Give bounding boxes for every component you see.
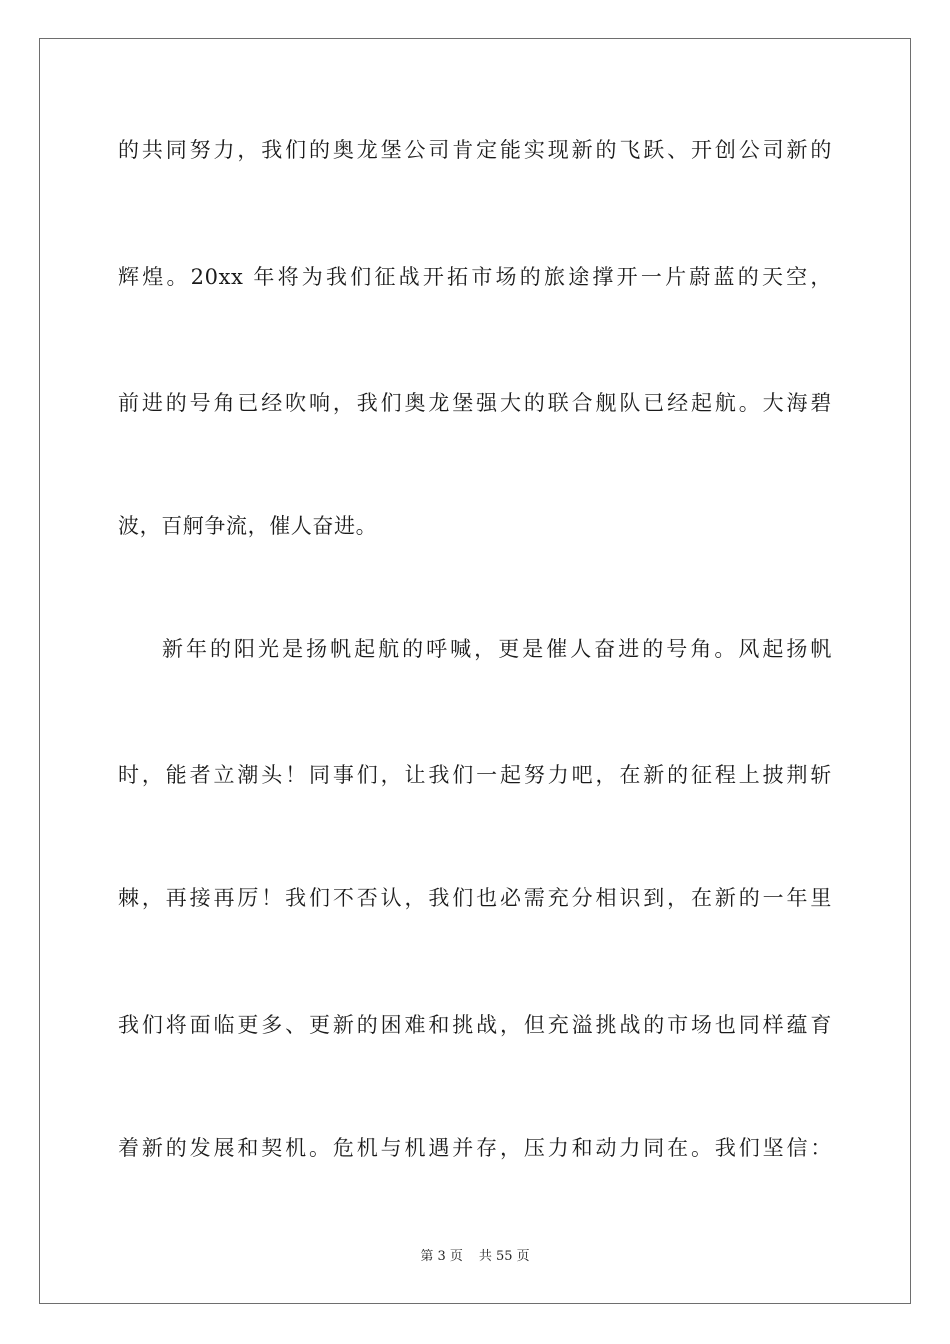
page-border (39, 38, 911, 1304)
paragraph-1-line-1: 的共同努力，我们的奥龙堡公司肯定能实现新的飞跃、开创公司新的 (118, 138, 832, 162)
paragraph-1-line-4: 波，百舸争流，催人奋进。 (118, 514, 378, 538)
paragraph-1-line-2: 辉煌。20xx 年将为我们征战开拓市场的旅途撑开一片蔚蓝的天空， (118, 265, 832, 289)
page-number: 第 3 页 (420, 1249, 463, 1264)
paragraph-1-line-3: 前进的号角已经吹响，我们奥龙堡强大的联合舰队已经起航。大海碧 (118, 391, 832, 415)
paragraph-2-line-5: 着新的发展和契机。危机与机遇并存，压力和动力同在。我们坚信： (118, 1136, 832, 1160)
total-pages: 共 55 页 (478, 1249, 530, 1264)
page-footer (0, 1248, 950, 1266)
paragraph-2-line-2: 时，能者立潮头！同事们，让我们一起努力吧，在新的征程上披荆斩 (118, 763, 832, 787)
paragraph-2-line-1: 新年的阳光是扬帆起航的呼喊，更是催人奋进的号角。风起扬帆 (162, 637, 832, 661)
paragraph-2-line-4: 我们将面临更多、更新的困难和挑战，但充溢挑战的市场也同样蕴育 (118, 1013, 832, 1037)
paragraph-2-line-3: 棘，再接再厉！我们不否认，我们也必需充分相识到，在新的一年里 (118, 886, 832, 910)
